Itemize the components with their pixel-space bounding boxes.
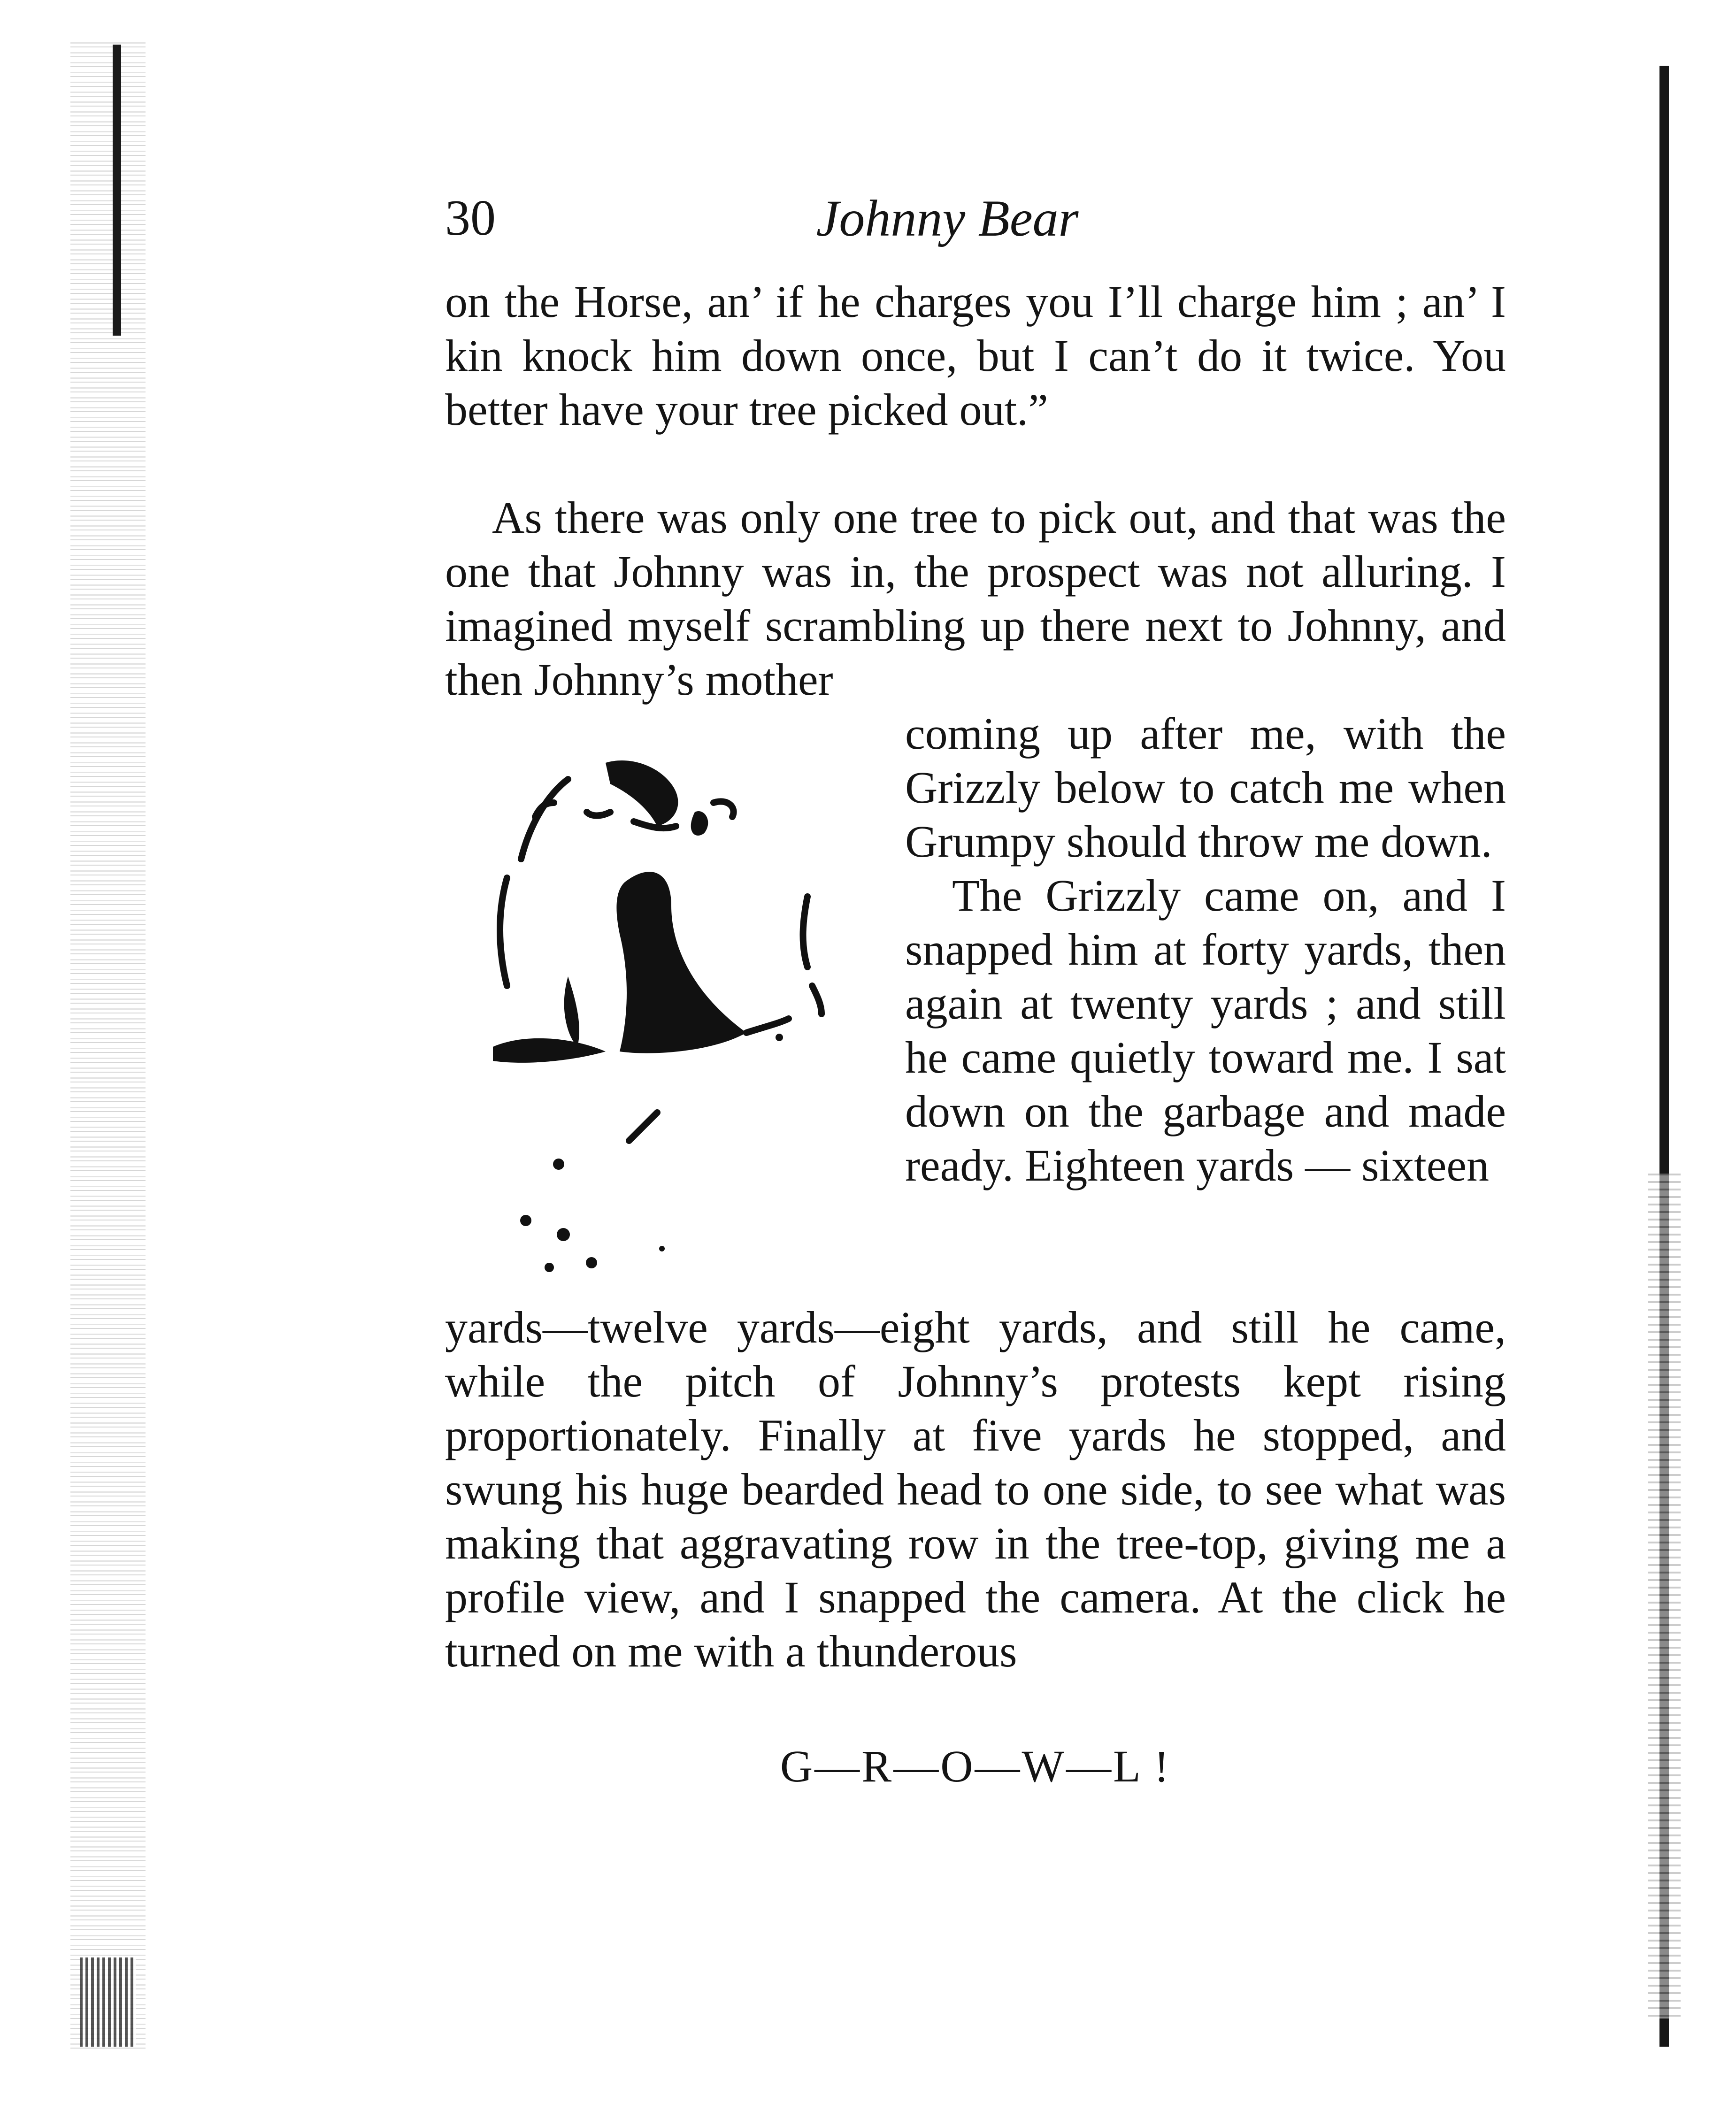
bear-hind-leg-shape (493, 1038, 606, 1063)
page-header (445, 185, 1506, 251)
growl-line: G—R—O—W—L ! (780, 1741, 1171, 1791)
ground-speck (520, 1215, 531, 1226)
bear-ear (714, 801, 734, 817)
bear-paw (803, 897, 807, 967)
running-title: Johnny Bear (816, 190, 1079, 247)
ground-speck (776, 1034, 783, 1041)
wrapped-text-column (905, 706, 1506, 1192)
grizzly-bear-illustration (451, 751, 887, 1291)
bear-paw (812, 986, 822, 1014)
ground-speck (545, 1263, 554, 1272)
paragraph-text: on the Horse, an’ if he charges you I’ll charge him ; an’ I kin knock him down once, but I can’t do it twice. You better have your tree picked out.” (445, 276, 1506, 435)
ground-speck (557, 1228, 570, 1241)
ground-speck (553, 1159, 564, 1170)
bear-head-shape (606, 760, 678, 826)
ground-speck (659, 1246, 665, 1251)
bear-outline-rear (500, 878, 507, 986)
bear-body-shape (616, 872, 746, 1053)
paragraph-text: coming up after me, with the Grizzly below to catch me when Grumpy should throw me down. (905, 708, 1506, 867)
bear-outline-belly (746, 1019, 789, 1033)
ground-speck (586, 1257, 597, 1268)
bear-neck-shape (691, 811, 708, 836)
bear-fur-stroke (587, 812, 610, 816)
paragraph-text: yards—twelve yards—eight yards, and still he came, while the pitch of Johnny’s protests kept rising proportionately. Finally at five yards he stopped, and swung his huge bearded head to one side, to see what was making that aggravating row in the tree-top, giving me a profile view, and I snapped the camera. At the click he turned on me with a thunderous (445, 1302, 1506, 1676)
bear-fur-stroke (634, 821, 676, 828)
paragraph-tree (445, 491, 1506, 706)
ground-stroke (629, 1113, 657, 1141)
page-number: 30 (445, 190, 496, 246)
bear-outline-back (521, 779, 568, 859)
paragraph-text: The Grizzly came on, and I snapped him at forty yards, then again at twenty yards ; and still he came quietly toward me. I sat down on the garbage and made ready. Eighteen yards — sixteen (905, 870, 1506, 1190)
paragraph-quote-end (445, 275, 1506, 437)
bear-front-leg-shape (564, 976, 579, 1047)
paragraph-approach (445, 1300, 1506, 1678)
paragraph-text: As there was only one tree to pick out, and that was the one that Johnny was in, the prospect was not alluring. I imagined myself scrambling up there next to Johnny, and then Johnny’s mother (445, 492, 1506, 705)
